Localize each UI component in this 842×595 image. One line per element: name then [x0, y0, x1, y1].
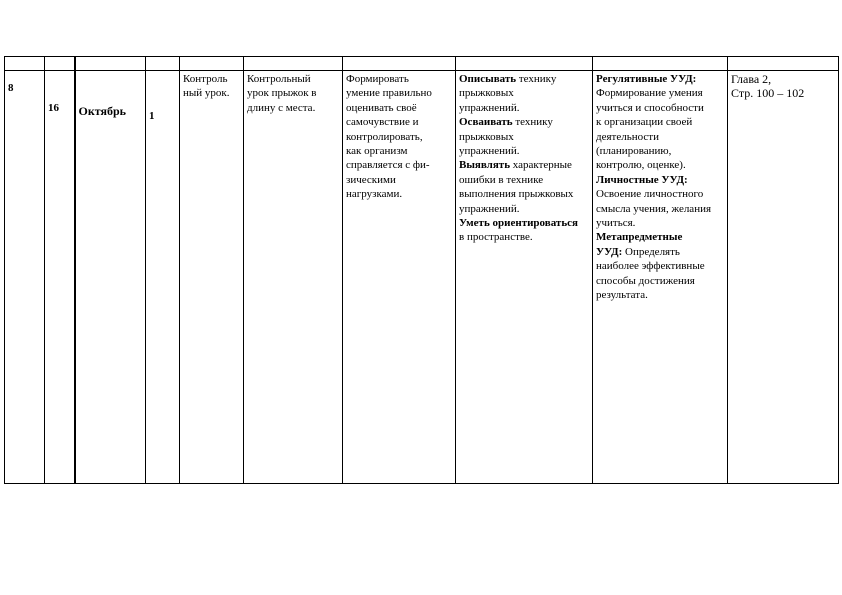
- activity-line: Уметь ориентироваться: [459, 217, 578, 230]
- reference-line: Глава 2,: [731, 72, 772, 86]
- activity-line: прыжковых: [459, 130, 514, 143]
- uud-line: результата.: [596, 289, 648, 302]
- goals-line: нагрузками.: [346, 188, 403, 201]
- topic-line: Контрольный: [247, 73, 311, 85]
- lesson-number: 16: [45, 71, 75, 484]
- header-cell: [244, 57, 343, 71]
- activity-line: в пространстве.: [459, 231, 533, 244]
- goals-line: как организм: [346, 145, 408, 158]
- lesson-goals-cell: [343, 71, 456, 484]
- uud-line: наиболее эффективные: [596, 260, 705, 273]
- activity-line: упражнений.: [459, 202, 520, 215]
- table-header-row: [5, 57, 839, 71]
- uud-line: контролю, оценке).: [596, 159, 686, 172]
- uud-line: учиться и способности: [596, 101, 704, 114]
- header-cell: [456, 57, 593, 71]
- activity-line: Осваивать технику: [459, 116, 553, 129]
- goals-line: справляется с фи-: [346, 159, 430, 172]
- uud-line: способы достижения: [596, 274, 695, 287]
- table-row: [5, 71, 839, 484]
- goals-line: самочувствие и: [346, 116, 419, 129]
- uud-line: Освоение личностного: [596, 188, 704, 201]
- activity-line: прыжковых: [459, 87, 514, 100]
- header-cell: [728, 57, 839, 71]
- reference-cell: [728, 71, 839, 484]
- uud-line: УУД: Определять: [596, 245, 680, 258]
- activity-line: упражнений.: [459, 101, 520, 114]
- uud-line: Формирование умения: [596, 87, 703, 100]
- header-cell: [146, 57, 180, 71]
- header-cell: [180, 57, 244, 71]
- goals-line: зическими: [346, 173, 396, 186]
- lesson-type-line: Контроль: [183, 73, 228, 85]
- uud-line: деятельности: [596, 130, 659, 143]
- goals-line: умение правильно: [346, 87, 432, 100]
- activities-cell: [456, 71, 593, 484]
- uud-line: Личностные УУД:: [596, 173, 688, 186]
- lesson-type-line: ный урок.: [183, 87, 230, 100]
- uud-line: смысла учения, желания: [596, 202, 712, 215]
- header-cell: [593, 57, 728, 71]
- uud-line: (планированию,: [596, 145, 672, 158]
- header-cell: [75, 57, 146, 71]
- activity-line: ошибки в технике: [459, 173, 544, 186]
- lesson-month: Октябрь: [75, 71, 146, 484]
- uud-cell: [593, 71, 728, 484]
- activity-line: выполнения прыжковых: [459, 188, 574, 201]
- goals-line: контролировать,: [346, 130, 423, 143]
- uud-line: Метапредметные: [596, 231, 683, 244]
- lesson-topic-cell: [244, 71, 343, 484]
- row-number: 8: [5, 71, 45, 484]
- lesson-plan-table: [4, 56, 839, 484]
- topic-line: длину с места.: [247, 101, 316, 114]
- topic-line: урок прыжок в: [247, 87, 317, 100]
- activity-line: упражнений.: [459, 145, 520, 158]
- uud-line: Регулятивные УУД:: [596, 73, 697, 85]
- activity-line: Выявлять характерные: [459, 159, 572, 172]
- goals-line: Формировать: [346, 73, 409, 85]
- header-cell: [45, 57, 75, 71]
- lesson-type-cell: [180, 71, 244, 484]
- header-cell: [343, 57, 456, 71]
- lesson-hours: 1: [146, 71, 180, 484]
- uud-line: учиться.: [596, 217, 636, 230]
- goals-line: оценивать своё: [346, 101, 417, 114]
- reference-line: Стр. 100 – 102: [731, 86, 805, 101]
- uud-line: к организации своей: [596, 116, 693, 129]
- header-cell: [5, 57, 45, 71]
- activity-line: Описывать технику: [459, 73, 557, 85]
